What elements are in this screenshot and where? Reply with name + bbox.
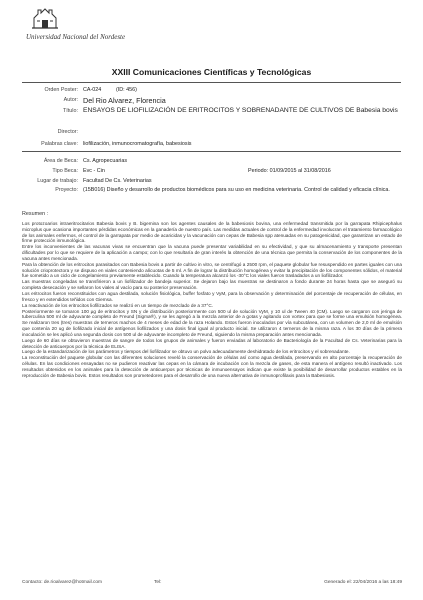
autor-value: Del Rio Alvarez, Florencia: [83, 96, 166, 105]
footer-generated: Generado el: 22/04/2016 a las 18:49: [324, 580, 402, 585]
abstract-paragraph: Las muestras congeladas se transfirieron a un liofilizador de bandeja superior. Se dejaron bajo las muestras se destinaron a fondo durante 24 horas hasta que se aseguró su completa desecación y se sellaron los viales al vacío para su posterior preservación.: [22, 279, 402, 291]
proyecto-label: Proyecto:: [55, 187, 78, 193]
abstract-paragraph: Entre los inconvenientes de las vacunas vivas se encuentran que la vacuna puede presentar variabilidad en su efectividad, y que su almacenamiento y transporte presentan dificultades por lo que se requiere de la aplicación a campo; con lo que resultaría de gran interés la obtención de una técnica que permita la conservación de los componentes de la vacuna antes mencionada.: [22, 244, 402, 261]
abstract-paragraph: Para la obtención de los eritrocitos parasitados con Babesia bovis a partir de cultivo in vitro, se centrifugó a 2500 rpm, el paquete globular fue resuspendido en partes iguales con una solución crioprotectora y se dispuso en viales conteniendo alícuotas de 5 ml. A fin de lograr la distribución homogénea y evitar la precipitación de los componentes sólidos, el material fue sometido a un ciclo de congelamiento previamente establecido. Cuando la temperatura alcanzó los -30°C los viales fueron trasladados a un liofilizador.: [22, 261, 402, 279]
university-seal-icon: [30, 6, 60, 32]
palabras-label: Palabras clave:: [41, 141, 78, 147]
abstract-paragraph: La reactivación de los eritrocitos liofilizados se realizó en un tiempo de mezclado de a 37°C.: [22, 302, 214, 308]
area-value: Cs. Agropecuarias: [83, 158, 128, 164]
palabras-value: liofilización, inmunocromatografía, babesiosis: [83, 141, 192, 147]
abstract-paragraph: Luego de la estandarización de los parámetros y tiempos del liofilizador se obtuvo un polvo adecuadamente deshidratado de los eritrocitos y el sobrenadante.: [22, 349, 350, 355]
footer-tel: Tel:: [154, 580, 162, 585]
page-footer: [22, 580, 402, 588]
palabras-row: [22, 141, 402, 149]
orden-value: CA-024: [83, 87, 102, 93]
lugar-row: [22, 178, 402, 186]
area-row: [22, 158, 402, 166]
abstract-body: [22, 221, 402, 379]
abstract: [22, 212, 402, 379]
tipo-value: Evc - Cin: [83, 168, 105, 174]
tipo-label: Tipo Beca:: [52, 168, 78, 174]
orden-label: Orden Poster:: [44, 87, 78, 93]
autor-row: [22, 96, 402, 104]
record-id: (ID: 456): [116, 87, 137, 93]
titulo-label: Título:: [63, 108, 78, 114]
abstract-heading: Resumen :: [22, 211, 49, 217]
director-row: [22, 129, 402, 137]
area-label: Área de Beca:: [43, 158, 78, 164]
director-label: Director:: [57, 129, 78, 135]
periodo-value: Periodo: 01/09/2015 al 31/08/2016: [248, 168, 331, 174]
autor-label: Autor:: [63, 97, 78, 103]
proyecto-row: [22, 187, 402, 203]
university-logo: [26, 6, 126, 44]
abstract-paragraph: Luego de 60 días se obtuvieron muestras de sangre de todos los grupos de animales y fueron enviadas al laboratorio de Bacteriología de la Facultad de Cs. Veterinarias para la detección de anticuerpos por la técnica de ELISA.: [22, 337, 402, 349]
abstract-paragraph: Los protozoarios intraeritrocitarios Babesia bovis y B. bigemina son los agentes causales de la babesiosis bovina, una enfermedad transmitida por la garrapata Rhipicephalus microplus que ocasiona importantes pérdidas económicas en la ganadería de nuestro país. Las medidas actuales de control de la enfermedad involucran el tratamiento farmacológico de los animales enfermos, el control de la garrapata por medio de acaricidas y la vacunación con cepas de Babesia spp atenuadas en su patogenicidad, que garantizan un estado de firme protección inmunológica.: [22, 220, 402, 244]
university-name: Universidad Nacional del Nordeste: [26, 33, 126, 41]
abstract-paragraph: Los eritrocitos fueron reconstituidos con agua destilada, solución fisiológica, buffer fosfato y VyM, para la observación y determinación del porcentaje de recuperación de células, en fresco y en extendidos teñidos con Giemsa.: [22, 290, 402, 302]
titulo-value: ENSAYOS DE LIOFILIZACIÓN DE ERITROCITOS Y SOBRENADANTE DE CULTIVOS DE Babesia bovis: [83, 107, 398, 114]
meta-divider: [22, 151, 401, 152]
proyecto-value: (15B016) Diseño y desarrollo de productos biomédicos para su uso en medicina veterinaria. Control de calidad y eficacia clínica.: [83, 187, 390, 193]
conference-title: XXIII Comunicaciones Científicas y Tecnológicas: [111, 67, 312, 77]
lugar-value: Facultad De Cs. Veterinarias: [83, 178, 152, 184]
orden-row: [22, 87, 402, 95]
footer-contact: Contacto: de.rioalvarez@hotmail.com: [22, 580, 103, 585]
abstract-paragraph: Posteriormente se tomaron 100 µg de eritrocitos y SN y de distribución posteriormente con 500 ul de solución VyM, y 10 ul de Tween 40 (CM). Luego se cargaron con jeringa de tuberculina 500 ml de adyuvante completo de Freund (Sigma®), y se les agregó a la mezcla anterior de a gotas y agitando con vortex para que se forme una emulsión homogénea. Se realizaron tres (tres) muestras de terneros machos de 4 meses de edad de la raza Holando. Estos fueron inoculados por vía subcutánea, con un volumen de 2,0 ml de emulsión que contenía 20 ug de liofilizado inicial de antígenos liofilizados y una dosis final igual al producto inicial. Se utilizaron 4 terneros de la misma raza. A los 30 días de la primera inoculación se les aplicó una segunda dosis con 500 ul de adyuvante incompleto de Freund, siguiendo la misma preparación antes mencionada.: [22, 308, 402, 337]
lugar-label: Lugar de trabajo:: [37, 178, 78, 184]
header-divider: [22, 82, 401, 83]
abstract-paragraph: La reconstitución del paquete globular con las diferentes soluciones reveló la conservación de células así como agua destilada, preservando en alto porcentaje la recuperación de células. En las condiciones ensayadas no se pudieron reactivar las cepas en la cámara de incubación con la mezcla de gases, de esta manera el antígeno resultó inactivado. Los resultados obtenidos en los animales para la detección de anticuerpos por técnicas de inmunoensayos indican que existe la posibilidad de desarrollar productos estables en la reproducción de Babesia bovis. Estos resultados son prometedores para el desarrollo de una nueva alternativa de inmunoprofilaxis para la Babesiosis.: [22, 355, 402, 378]
titulo-row: [22, 107, 402, 125]
tipo-row: [22, 168, 402, 176]
